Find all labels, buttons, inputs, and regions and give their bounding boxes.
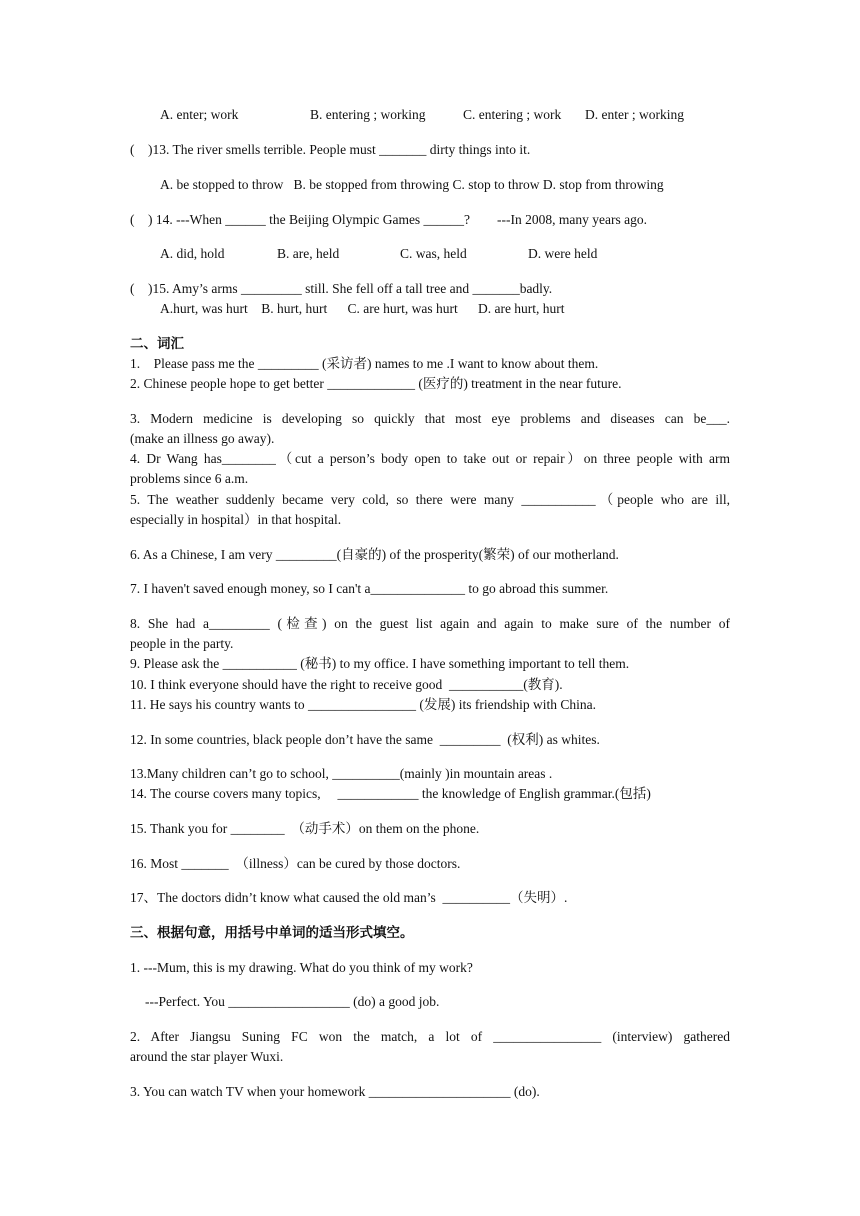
vocab-q6: 6. As a Chinese, I am very _________(自豪的) of the prosperity(繁荣) of our motherland.: [130, 547, 619, 562]
fill-q1-line2: ---Perfect. You __________________ (do) a good job.: [145, 994, 440, 1009]
q12-option-a: A. enter; work: [160, 107, 239, 122]
q14-option-b: B. are, held: [277, 246, 340, 261]
fill-q2-line1: 2. After Jiangsu Suning FC won the match, a lot of ________________ (interview) gathered: [130, 1029, 730, 1044]
vocab-q5-line1: 5. The weather suddenly became very cold, so there were many ___________（people who are ill,: [130, 492, 730, 507]
vocab-q4-line1: 4. Dr Wang has________（cut a person’s body open to take out or repair）on three people with arm: [130, 451, 730, 466]
q12-option-b: B. entering ; working: [310, 107, 426, 122]
fill-q3: 3. You can watch TV when your homework _____________________ (do).: [130, 1084, 540, 1099]
q14-stem: ( ) 14. ---When ______ the Beijing Olympic Games ______? ---In 2008, many years ago.: [130, 212, 648, 227]
q13-stem: ( )13. The river smells terrible. People must _______ dirty things into it.: [130, 142, 531, 157]
vocab-q3-line1: 3. Modern medicine is developing so quickly that most eye problems and diseases can be___.: [130, 411, 730, 426]
q12-option-d: D. enter ; working: [585, 107, 684, 122]
vocab-q10: 10. I think everyone should have the right to receive good ___________(教育).: [130, 677, 563, 692]
vocab-q13: 13.Many children can’t go to school, __________(mainly )in mountain areas .: [130, 766, 553, 781]
vocab-q4-line2: problems since 6 a.m.: [130, 471, 249, 486]
q15-stem: ( )15. Amy’s arms _________ still. She fell off a tall tree and _______badly.: [130, 281, 553, 296]
vocab-q14: 14. The course covers many topics, ____________ the knowledge of English grammar.(包括): [130, 786, 651, 801]
vocab-q8-line2: people in the party.: [130, 636, 234, 651]
vocab-q9: 9. Please ask the ___________ (秘书) to my office. I have something important to tell them.: [130, 656, 630, 671]
q12-option-c: C. entering ; work: [463, 107, 562, 122]
vocab-q1: 1. Please pass me the _________ (采访者) names to me .I want to know about them.: [130, 356, 599, 371]
vocab-q12: 12. In some countries, black people don’t have the same _________ (权利) as whites.: [130, 732, 600, 747]
vocab-q3-line2: (make an illness go away).: [130, 431, 275, 446]
fill-q1-line1: 1. ---Mum, this is my drawing. What do you think of my work?: [130, 960, 473, 975]
vocab-q8-line1: 8. She had a_________ (检查) on the guest list again and again to make sure of the number of: [130, 616, 730, 631]
vocab-q5-line2: especially in hospital）in that hospital.: [130, 512, 342, 527]
q13-options: A. be stopped to throw B. be stopped from throwing C. stop to throw D. stop from throwing: [160, 177, 664, 192]
vocab-q7: 7. I haven't saved enough money, so I can't a______________ to go abroad this summer.: [130, 581, 609, 596]
vocab-q11: 11. He says his country wants to ________________ (发展) its friendship with China.: [130, 697, 596, 712]
fill-heading: 三、根据句意，用括号中单词的适当形式填空。: [130, 925, 414, 940]
q14-option-c: C. was, held: [400, 246, 467, 261]
q14-option-a: A. did, hold: [160, 246, 225, 261]
q14-option-d: D. were held: [528, 246, 598, 261]
vocab-heading: 二、词汇: [130, 336, 184, 351]
vocab-q2: 2. Chinese people hope to get better _____________ (医疗的) treatment in the near future.: [130, 376, 622, 391]
q15-options: A.hurt, was hurt B. hurt, hurt C. are hurt, was hurt D. are hurt, hurt: [160, 301, 565, 316]
vocab-q15: 15. Thank you for ________ （动手术）on them on the phone.: [130, 821, 480, 836]
vocab-q17: 17、The doctors didn’t know what caused the old man’s __________（失明）.: [130, 890, 568, 905]
vocab-q16: 16. Most _______ （illness）can be cured by those doctors.: [130, 856, 461, 871]
fill-q2-line2: around the star player Wuxi.: [130, 1049, 284, 1064]
